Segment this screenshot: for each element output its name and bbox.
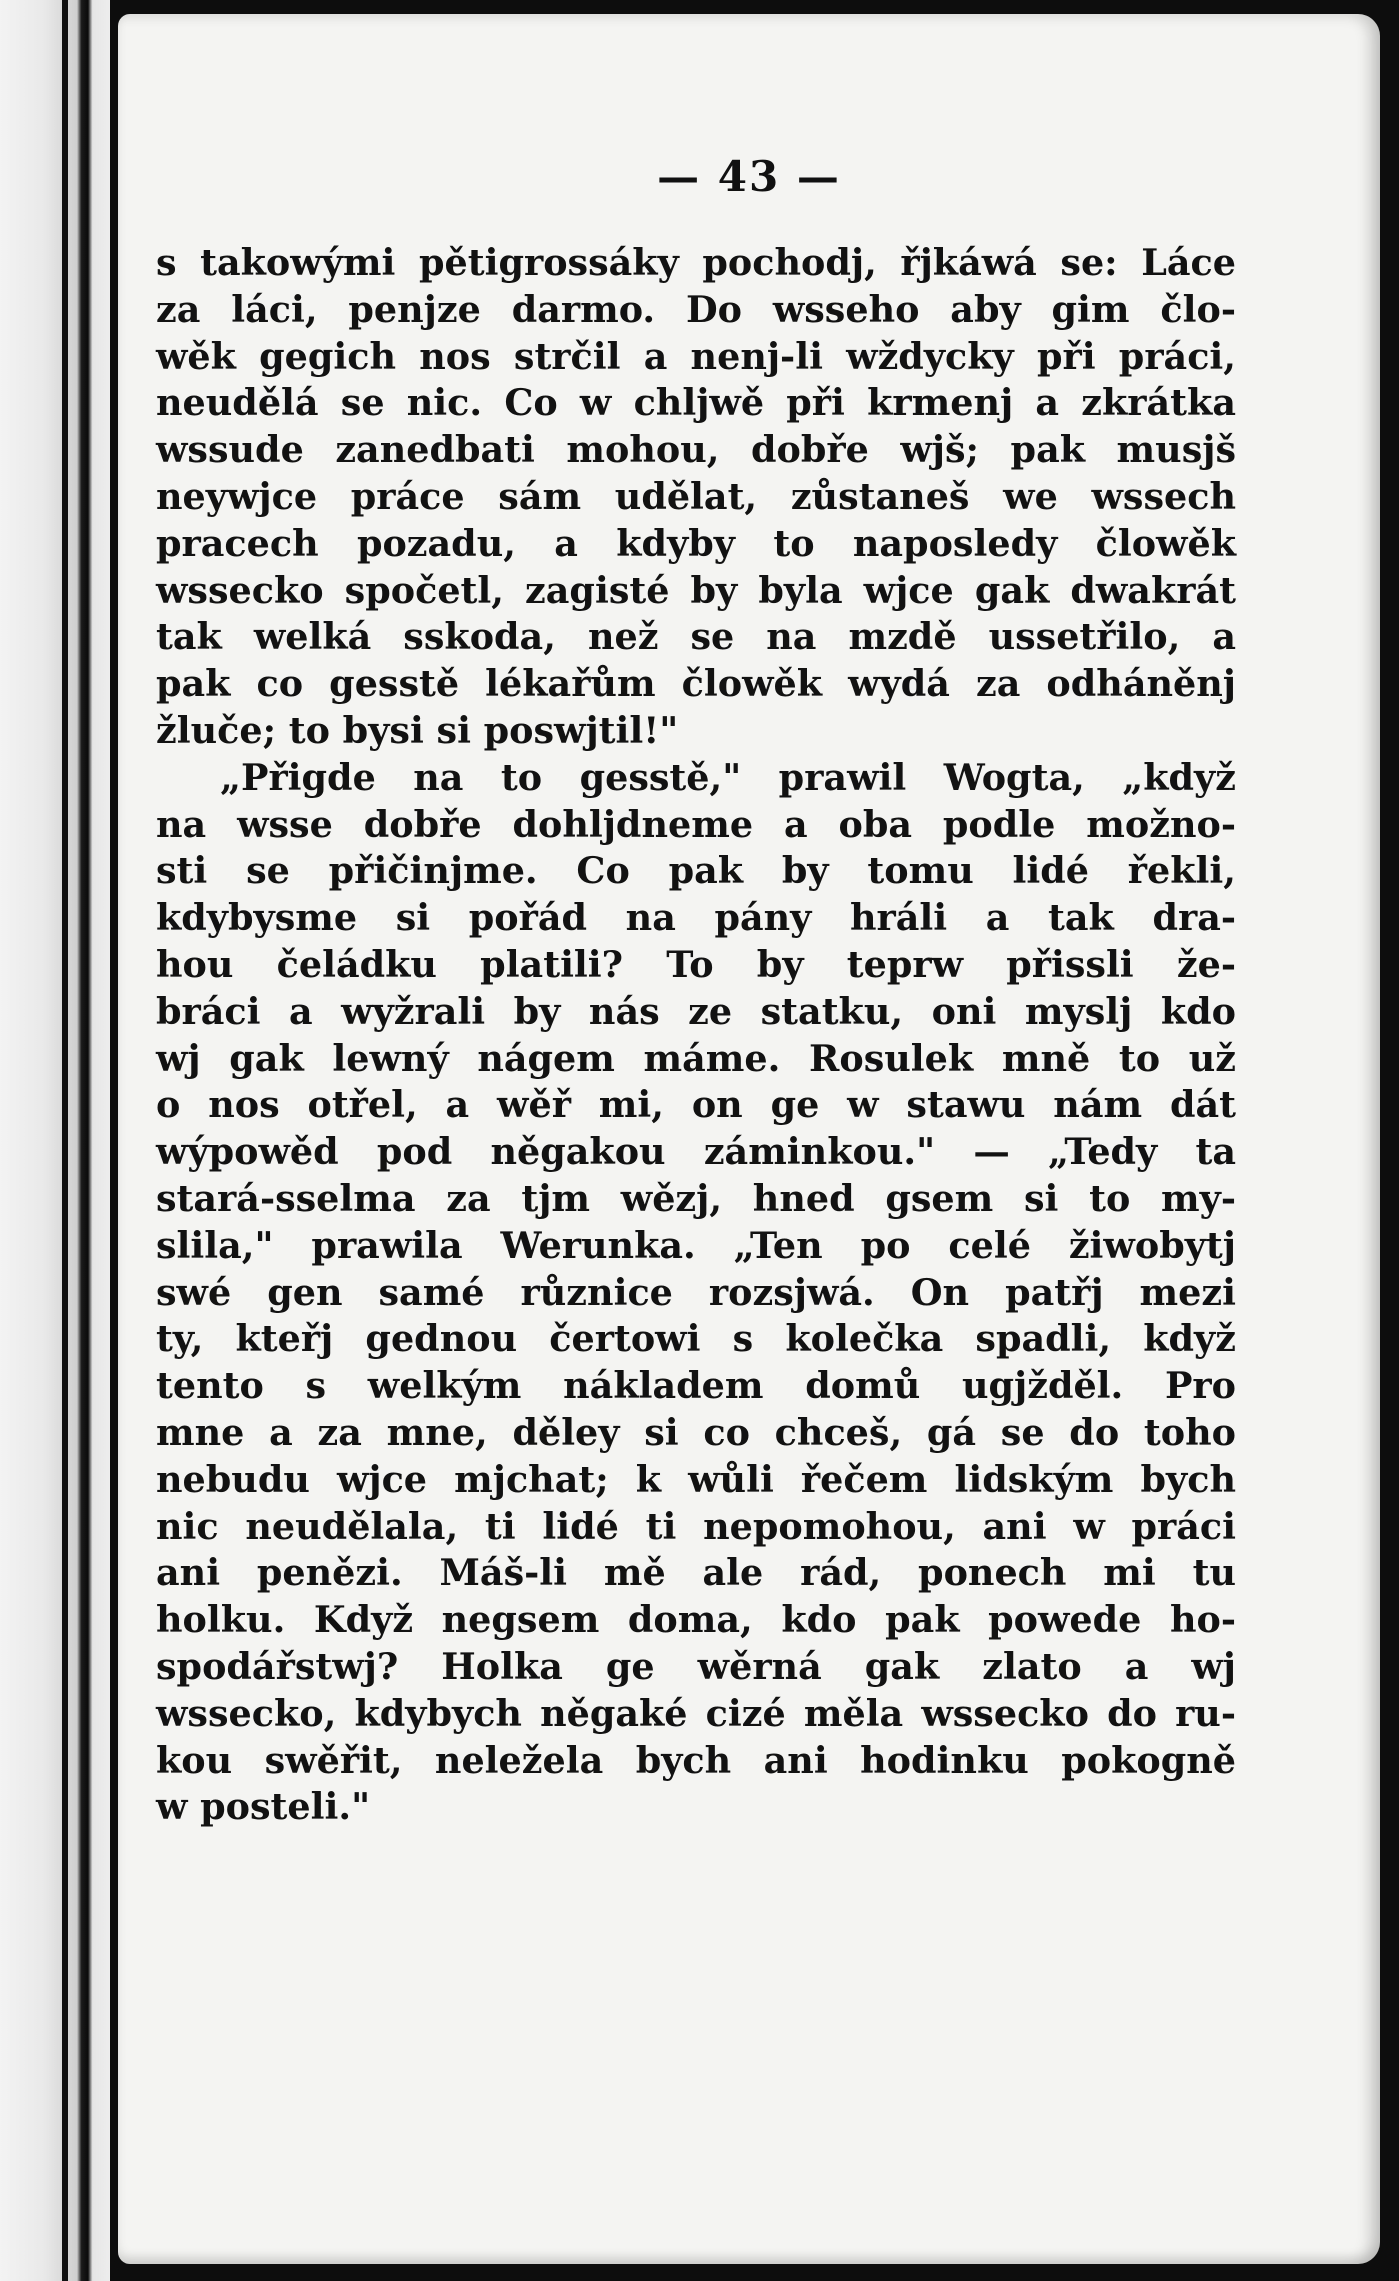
page-number: — 43 — [657, 152, 841, 201]
binding-edge [62, 0, 68, 2281]
page-body-text [156, 240, 1236, 1831]
text-line: „Přigde na to gesstě," prawil Wogta, „když [220, 755, 1236, 799]
text-line: s takowými pětigrossáky pochodj, řjkáwá se: Láce [156, 241, 1236, 284]
text-line: wssecko, kdybych něgaké cizé měla wssecko do ru- [156, 1691, 1236, 1735]
text-line: wssecko spočetl, zagisté by byla wjce gak dwakrát [156, 568, 1236, 612]
text-line: kdybysme si pořád na pány hráli a tak dra- [156, 896, 1236, 940]
text-line: ani penězi. Máš-li mě ale rád, ponech mi tu [156, 1551, 1236, 1595]
text-line: wýpowěd pod něgakou záminkou." — „Tedy ta [156, 1130, 1236, 1174]
text-line: žluče; to bysi si poswjtil!" [156, 708, 679, 752]
text-line: sti se přičinjme. Co pak by tomu lidé řekli, [156, 849, 1236, 893]
text-line: za láci, penjze darmo. Do wsseho aby gim člo- [156, 287, 1236, 331]
text-line: neywjce práce sám udělat, zůstaneš we wssech [156, 474, 1236, 518]
text-line: hou čeládku platili? To by teprw přissli že- [156, 942, 1236, 986]
text-line: ty, kteřj gednou čertowi s kolečka spadli, když [156, 1317, 1236, 1361]
text-line: wj gak lewný nágem máme. Rosulek mně to už [156, 1036, 1236, 1080]
text-line: w posteli." [156, 1785, 371, 1829]
text-line: bráci a wyžrali by nás ze statku, oni myslj kdo [156, 989, 1236, 1033]
text-line: slila," prawila Werunka. „Ten po celé žiwobytj [156, 1223, 1236, 1267]
text-line: neudělá se nic. Co w chljwě při krmenj a zkrátka [156, 381, 1236, 425]
text-line: spodářstwj? Holka ge wěrná gak zlato a wj [156, 1644, 1236, 1688]
book-page [118, 14, 1380, 2264]
text-line: swé gen samé různice rozsjwá. On patřj mezi [156, 1270, 1236, 1314]
text-line: pracech pozadu, a kdyby to naposledy člowěk [156, 521, 1236, 565]
text-line: nebudu wjce mjchat; k wůli řečem lidským bych [156, 1457, 1236, 1501]
text-line: stará-sselma za tjm wězj, hned gsem si to my- [156, 1176, 1236, 1220]
text-line: mne a za mne, děley si co chceš, gá se do toho [156, 1410, 1236, 1454]
text-line: wssude zanedbati mohou, dobře wjš; pak musjš [156, 428, 1236, 472]
text-line: o nos otřel, a wěř mi, on ge w stawu nám dát [156, 1083, 1236, 1127]
text-line: tak welká sskoda, než se na mzdě ussetřilo, a [156, 615, 1236, 659]
book-spine [0, 0, 110, 2281]
text-line: tento s welkým nákladem domů ugjžděl. Pro [156, 1364, 1236, 1408]
text-line: wěk gegich nos strčil a nenj-li wždycky při práci, [156, 334, 1236, 378]
text-line: pak co gesstě lékařům člowěk wydá za odháněnj [156, 662, 1236, 706]
text-line: nic neudělala, ti lidé ti nepomohou, ani w práci [156, 1504, 1236, 1548]
text-line: na wsse dobře dohljdneme a oba podle možno- [156, 802, 1236, 846]
text-line: kou swěřit, neležela bych ani hodinku pokogně [156, 1738, 1236, 1782]
text-line: holku. Když negsem doma, kdo pak powede ho- [156, 1598, 1236, 1642]
